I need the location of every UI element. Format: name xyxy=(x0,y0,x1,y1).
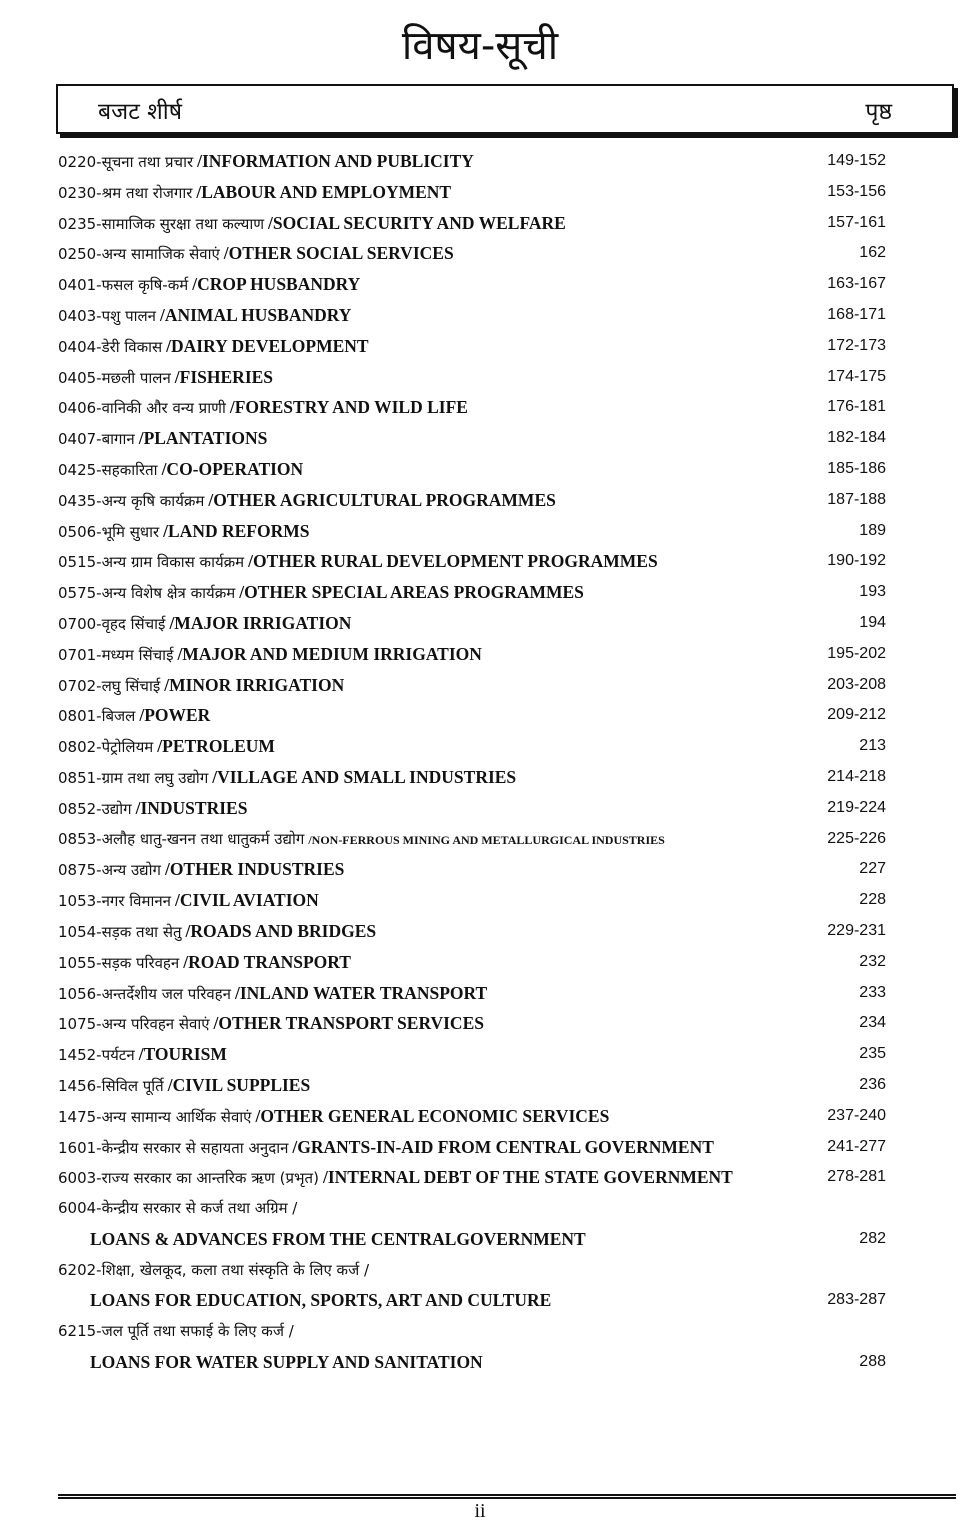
list-item-label xyxy=(58,392,468,425)
list-item xyxy=(58,423,890,454)
page-range: 237-240 xyxy=(827,1106,886,1124)
hindi-head: 0230-श्रम तथा रोजगार xyxy=(58,183,193,202)
english-head: /GRANTS-IN-AID FROM CENTRAL GOVERNMENT xyxy=(292,1136,714,1157)
list-item-label xyxy=(58,516,309,549)
list-item-label xyxy=(58,608,351,641)
hindi-head: 1456-सिविल पूर्ति xyxy=(58,1076,164,1095)
list-item-label xyxy=(58,885,319,918)
hindi-head: 1075-अन्य परिवहन सेवाएं xyxy=(58,1015,210,1034)
list-item-label xyxy=(58,916,376,949)
hindi-head: 0506-भूमि सुधार xyxy=(58,522,160,541)
hindi-head: 6202-शिक्षा, खेलकूद, कला तथा संस्कृति के लिए कर्ज / xyxy=(58,1260,370,1279)
english-head: /LABOUR AND EMPLOYMENT xyxy=(196,181,452,202)
list-item-label xyxy=(90,1224,586,1257)
hindi-head: 1452-पर्यटन xyxy=(58,1046,135,1065)
hindi-head: 0404-डेरी विकास xyxy=(58,337,163,356)
hindi-head: 0851-ग्राम तथा लघु उद्योग xyxy=(58,768,209,787)
page-range: 172-173 xyxy=(827,336,886,354)
list-item-label xyxy=(58,1101,609,1134)
page-range: 149-152 xyxy=(827,152,886,169)
hindi-head: 0220-सूचना तथा प्रचार xyxy=(58,153,194,171)
list-item xyxy=(58,1008,890,1039)
footer-rule xyxy=(58,1494,956,1496)
list-item xyxy=(58,485,890,516)
hindi-head: 1601-केन्द्रीय सरकार से सहायता अनुदान xyxy=(58,1138,289,1157)
page-range: 213 xyxy=(859,737,886,755)
list-item-label xyxy=(58,577,584,610)
page-range: 193 xyxy=(859,583,886,601)
list-item xyxy=(58,238,890,269)
list-item xyxy=(58,1193,890,1224)
list-item xyxy=(58,1070,890,1101)
english-head: /VILLAGE AND SMALL INDUSTRIES xyxy=(212,766,517,787)
list-item-label xyxy=(58,1070,310,1103)
page-range: 162 xyxy=(859,244,886,262)
english-head: LOANS FOR WATER SUPPLY AND SANITATION xyxy=(90,1352,483,1373)
list-item xyxy=(58,670,890,701)
page-range: 225-226 xyxy=(827,829,886,847)
list-item-label xyxy=(58,978,487,1011)
list-item xyxy=(58,177,890,208)
hindi-head: 0406-वानिकी और वन्य प्राणी xyxy=(58,399,226,418)
list-item-label xyxy=(58,1008,484,1041)
hindi-head: 0875-अन्य उद्योग xyxy=(58,861,161,880)
list-item xyxy=(58,854,890,885)
list-item-label xyxy=(58,762,516,795)
english-head: /INDUSTRIES xyxy=(135,797,248,818)
list-item xyxy=(58,146,890,177)
list-item-label xyxy=(58,731,275,764)
list-item xyxy=(58,362,890,393)
page-range: 214-218 xyxy=(827,767,886,785)
page-range: 236 xyxy=(859,1075,886,1093)
list-item-label xyxy=(58,423,267,456)
list-item-label xyxy=(58,146,474,179)
english-head: /LAND REFORMS xyxy=(163,520,310,541)
page-range: 241-277 xyxy=(827,1137,886,1155)
list-item xyxy=(58,639,890,670)
list-item-label xyxy=(58,208,566,241)
list-item-label xyxy=(58,454,303,487)
list-item xyxy=(58,1224,890,1255)
hindi-head: 0852-उद्योग xyxy=(58,799,132,818)
english-head: LOANS & ADVANCES FROM THE CENTRALGOVERNMENT xyxy=(90,1228,586,1249)
list-item xyxy=(58,331,890,362)
hindi-head: 0407-बागान xyxy=(58,430,135,449)
english-head: /INFORMATION AND PUBLICITY xyxy=(197,151,474,171)
page-range: 203-208 xyxy=(827,675,886,693)
list-item xyxy=(58,1347,890,1378)
list-item-label xyxy=(58,177,451,210)
header-page: पृष्ठ xyxy=(865,99,892,125)
page-range: 282 xyxy=(859,1229,886,1247)
hindi-head: 0515-अन्य ग्राम विकास कार्यक्रम xyxy=(58,553,245,572)
list-item xyxy=(58,454,890,485)
list-item xyxy=(58,1132,890,1163)
english-head: /FISHERIES xyxy=(174,366,274,387)
page-range: 227 xyxy=(859,860,886,878)
page-range: 234 xyxy=(859,1014,886,1032)
hindi-head: 1475-अन्य सामान्य आर्थिक सेवाएं xyxy=(58,1107,252,1126)
list-item-label xyxy=(58,1162,733,1195)
list-item xyxy=(58,731,890,762)
hindi-head: 0853-अलौह धातु-खनन तथा धातुकर्म उद्योग xyxy=(58,829,305,848)
list-item-label xyxy=(90,1347,483,1380)
english-head: /MAJOR IRRIGATION xyxy=(169,612,352,633)
list-item xyxy=(58,793,890,824)
page-range: 190-192 xyxy=(827,552,886,570)
english-head: /OTHER SOCIAL SERVICES xyxy=(223,243,454,264)
english-head: /MINOR IRRIGATION xyxy=(164,674,345,695)
list-item-label xyxy=(58,947,351,980)
english-head: /ROADS AND BRIDGES xyxy=(185,920,377,941)
english-head: /CROP HUSBANDRY xyxy=(192,274,361,295)
english-head: /FORESTRY AND WILD LIFE xyxy=(229,397,468,418)
list-item xyxy=(58,608,890,639)
page-range: 194 xyxy=(859,613,886,631)
hindi-head: 0401-फसल कृषि-कर्म xyxy=(58,276,189,295)
english-head: /OTHER GENERAL ECONOMIC SERVICES xyxy=(255,1105,610,1126)
page-range: 195-202 xyxy=(827,644,886,662)
list-item-label xyxy=(58,1316,294,1347)
list-item-label xyxy=(58,854,344,887)
list-item-label xyxy=(58,331,369,364)
list-item-label xyxy=(58,824,665,856)
english-head: /OTHER SPECIAL AREAS PROGRAMMES xyxy=(239,582,584,603)
english-head: /CIVIL SUPPLIES xyxy=(167,1074,311,1095)
hindi-head: 0575-अन्य विशेष क्षेत्र कार्यक्रम xyxy=(58,584,236,603)
list-item xyxy=(58,577,890,608)
hindi-head: 0403-पशु पालन xyxy=(58,306,156,325)
page-range: 209-212 xyxy=(827,706,886,724)
list-item xyxy=(58,269,890,300)
hindi-head: 0701-मध्यम सिंचाई xyxy=(58,645,174,664)
hindi-head: 0702-लघु सिंचाई xyxy=(58,676,161,695)
list-item-label xyxy=(58,546,658,579)
english-head: /CO-OPERATION xyxy=(161,458,304,479)
english-head: /OTHER RURAL DEVELOPMENT PROGRAMMES xyxy=(248,551,658,572)
page-range: 174-175 xyxy=(827,367,886,385)
list-item xyxy=(58,516,890,547)
list-item-label xyxy=(58,238,454,271)
list-item-label xyxy=(58,1255,369,1286)
hindi-head: 0802-पेट्रोलियम xyxy=(58,738,154,757)
list-item xyxy=(58,947,890,978)
contents-list xyxy=(58,146,890,1378)
list-item xyxy=(58,762,890,793)
page-range: 157-161 xyxy=(827,213,886,231)
english-head: /INTERNAL DEBT OF THE STATE GOVERNMENT xyxy=(322,1167,733,1188)
list-item xyxy=(58,1162,890,1193)
list-item xyxy=(58,392,890,423)
list-item-label xyxy=(58,670,344,703)
list-item xyxy=(58,1101,890,1132)
english-head: /PLANTATIONS xyxy=(138,428,268,449)
hindi-head: 0435-अन्य कृषि कार्यक्रम xyxy=(58,491,205,510)
list-item-label xyxy=(58,1193,297,1224)
list-item-label xyxy=(58,300,351,333)
list-item-label xyxy=(58,485,556,518)
list-item xyxy=(58,1285,890,1316)
page-range: 288 xyxy=(859,1353,886,1371)
page-range: 163-167 xyxy=(827,275,886,293)
page-range: 232 xyxy=(859,952,886,970)
page-range: 235 xyxy=(859,1045,886,1063)
page-range: 219-224 xyxy=(827,798,886,816)
list-item-label xyxy=(58,793,247,826)
hindi-head: 0425-सहकारिता xyxy=(58,460,158,479)
page-range: 153-156 xyxy=(827,182,886,200)
hindi-head: 0405-मछली पालन xyxy=(58,368,171,387)
hindi-head: 0700-वृहद सिंचाई xyxy=(58,614,166,633)
list-item xyxy=(58,300,890,331)
list-item xyxy=(58,885,890,916)
list-item-label xyxy=(90,1285,551,1318)
hindi-head: 1056-अन्तर्देशीय जल परिवहन xyxy=(58,984,231,1003)
page-range: 278-281 xyxy=(827,1168,886,1186)
list-item xyxy=(58,208,890,239)
header-budget-head: बजट शीर्ष xyxy=(98,99,182,125)
list-item-label xyxy=(58,269,360,302)
list-item-label xyxy=(58,362,273,395)
page-range: 168-171 xyxy=(827,305,886,323)
page-title: विषय-सूची xyxy=(401,23,559,69)
hindi-head: 1055-सड़क परिवहन xyxy=(58,953,180,972)
english-head: /OTHER AGRICULTURAL PROGRAMMES xyxy=(208,489,556,510)
list-item xyxy=(58,546,890,577)
english-head: LOANS FOR EDUCATION, SPORTS, ART AND CULTURE xyxy=(90,1290,552,1311)
english-head: /MAJOR AND MEDIUM IRRIGATION xyxy=(177,643,482,664)
page-number: ii xyxy=(474,1500,486,1522)
hindi-head: 0801-बिजल xyxy=(58,707,136,726)
english-head: /OTHER TRANSPORT SERVICES xyxy=(213,1013,484,1034)
english-head: /POWER xyxy=(139,705,211,726)
page-range: 176-181 xyxy=(827,398,886,416)
list-item xyxy=(58,1039,890,1070)
hindi-head: 6003-राज्य सरकार का आन्तरिक ऋण (प्रभृत) xyxy=(58,1169,319,1188)
english-head: /INLAND WATER TRANSPORT xyxy=(234,982,488,1003)
list-item xyxy=(58,916,890,947)
list-item-label xyxy=(58,639,482,672)
list-item xyxy=(58,700,890,731)
page-range: 228 xyxy=(859,891,886,909)
english-head: /CIVIL AVIATION xyxy=(175,890,319,911)
page-range: 283-287 xyxy=(827,1291,886,1309)
page-range: 229-231 xyxy=(827,921,886,939)
list-item xyxy=(58,978,890,1009)
list-item xyxy=(58,1316,890,1347)
table-header xyxy=(56,84,954,134)
list-item-label xyxy=(58,1039,227,1072)
page-range: 189 xyxy=(859,521,886,539)
list-item-label xyxy=(58,700,210,733)
english-head: /ANIMAL HUSBANDRY xyxy=(159,304,352,325)
english-head: /ROAD TRANSPORT xyxy=(183,951,351,972)
page-range: 187-188 xyxy=(827,490,886,508)
hindi-head: 0235-सामाजिक सुरक्षा तथा कल्याण xyxy=(58,214,265,233)
page-range: 185-186 xyxy=(827,459,886,477)
english-head: /OTHER INDUSTRIES xyxy=(164,859,345,880)
hindi-head: 1054-सड़क तथा सेतु xyxy=(58,922,182,941)
list-item-label xyxy=(58,1132,714,1165)
page-range: 233 xyxy=(859,983,886,1001)
list-item xyxy=(58,824,890,855)
english-head: /DAIRY DEVELOPMENT xyxy=(166,335,369,356)
page-range: 182-184 xyxy=(827,429,886,447)
english-head: /TOURISM xyxy=(138,1044,227,1065)
hindi-head: 0250-अन्य सामाजिक सेवाएं xyxy=(58,245,220,264)
english-head: /SOCIAL SECURITY AND WELFARE xyxy=(268,212,566,233)
english-head: /NON-FERROUS MINING AND METALLURGICAL INDUSTRIES xyxy=(308,832,665,847)
hindi-head: 6215-जल पूर्ति तथा सफाई के लिए कर्ज / xyxy=(58,1322,294,1341)
hindi-head: 1053-नगर विमानन xyxy=(58,892,171,911)
english-head: /PETROLEUM xyxy=(157,736,275,757)
list-item xyxy=(58,1255,890,1286)
hindi-head: 6004-केन्द्रीय सरकार से कर्ज तथा अग्रिम / xyxy=(58,1199,298,1218)
